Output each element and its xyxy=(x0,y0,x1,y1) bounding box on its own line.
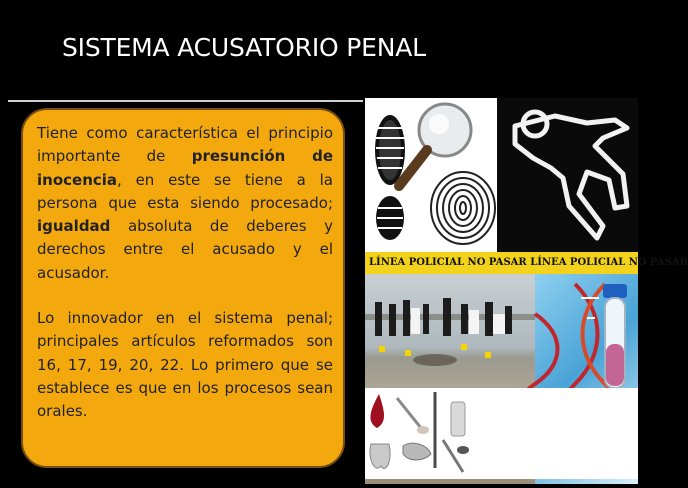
footprint-icon xyxy=(375,115,405,185)
text-box xyxy=(21,108,345,468)
paragraph-1-text-c: absoluta de deberes y derechos entre el acusado y el acusador. xyxy=(37,217,333,282)
slide-title: SISTEMA ACUSATORIO PENAL xyxy=(62,33,426,62)
crime-scene-figures xyxy=(365,274,535,388)
title-divider xyxy=(8,100,363,102)
footprint-icon xyxy=(376,196,404,240)
forensic-icons-top xyxy=(365,98,638,252)
vial-icon xyxy=(451,402,465,436)
police-tape: LÍNEA POLICIAL NO PASAR LÍNEA POLICIAL NO PASAR xyxy=(365,252,638,274)
presuncion-inocencia-text: presunción de inocencia xyxy=(37,147,334,189)
tooth-icon xyxy=(370,444,390,469)
magnifier-icon xyxy=(399,104,471,186)
glove-icon xyxy=(403,443,431,460)
paragraph-principles xyxy=(37,122,333,285)
fingerprint-icon xyxy=(431,172,495,244)
paragraph-reforms: Lo innovador en el sistema penal; principales artículos reformados son 16, 17, 19, 20, 22. Lo primero que se establece es que en los procesos sean orales. xyxy=(37,309,333,421)
scissors-icon xyxy=(443,440,469,472)
evidence-items xyxy=(365,388,638,479)
swab-icon xyxy=(397,398,429,434)
igualdad-text: igualdad xyxy=(37,217,111,236)
test-tube-icon xyxy=(595,284,635,394)
paragraph-1-text-b: , en este se tiene a la persona que esta siendo procesado; xyxy=(37,170,333,212)
body-outline-icon xyxy=(497,98,638,252)
forensic-image-collage xyxy=(365,98,688,479)
blood-drop-icon xyxy=(370,394,384,428)
paragraph-1-text-a: Tiene como característica el principio importante de xyxy=(37,124,333,166)
